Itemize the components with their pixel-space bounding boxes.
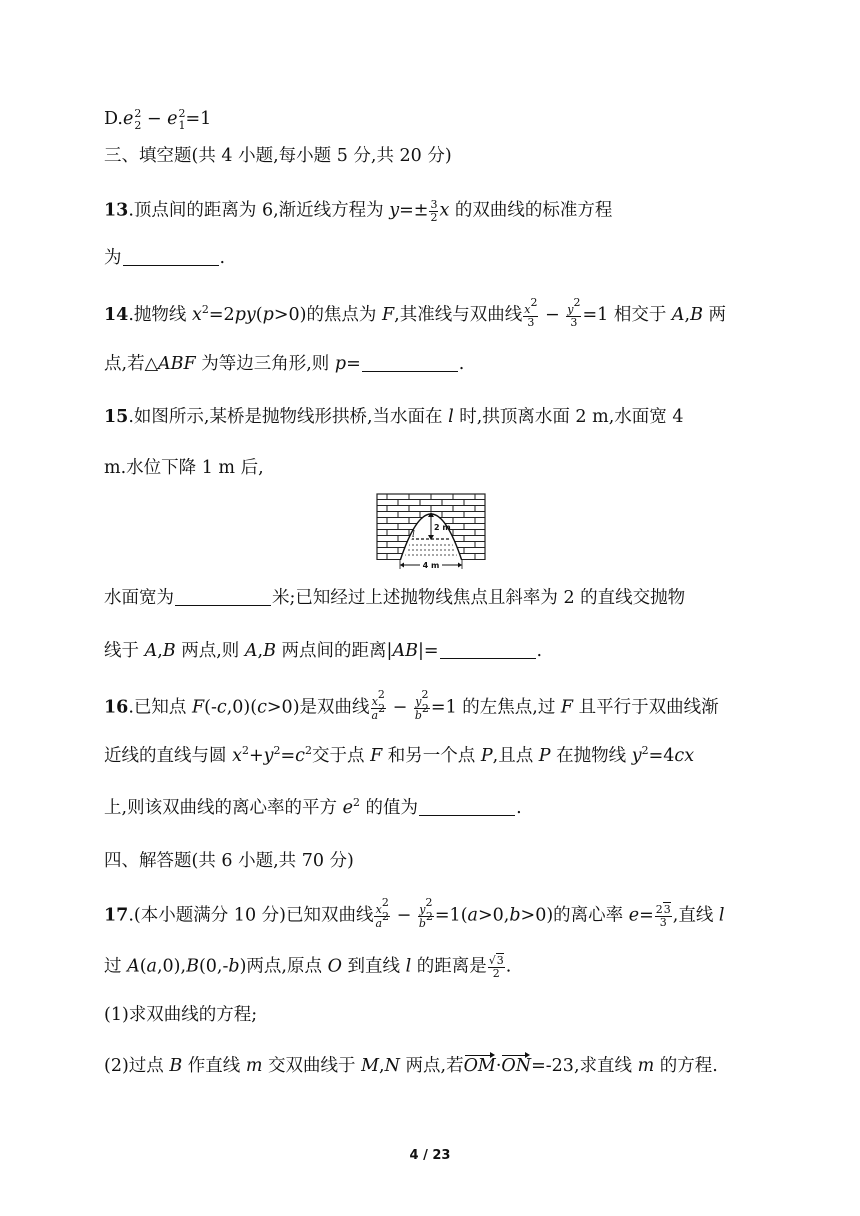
option-d: D.e 2 2 − e 2 1 =1 <box>104 107 212 132</box>
arch-bridge-figure <box>376 493 486 571</box>
question-17-part-2: (2)过点 B 作直线 m 交双曲线于 M,N 两点,若OM·ON=-23,求直线 m 的方程. <box>104 1056 718 1076</box>
page-number: 4 / 23 <box>409 1148 451 1163</box>
question-15-line-3: 水面宽为 米;已知经过上述抛物线焦点且斜率为 2 的直线交抛物 <box>104 588 686 608</box>
question-14-line-2: 点,若△ABF 为等边三角形,则 p= . <box>104 354 465 374</box>
question-17-line-1: 17.(本小题满分 10 分)已知双曲线 $\frac{x^2}{a^2}$ − $\frac{y^2}{b^2}$ =1(a>0,b>0)的离心率 e= $\frac{23}{3}$ ,直线 l <box>104 896 725 930</box>
question-17-part-1: (1)求双曲线的方程; <box>104 1005 258 1025</box>
question-15-line-1: 15.如图所示,某桥是抛物线形拱桥,当水面在 l 时,拱顶离水面 2 m,水面宽 4 <box>104 407 684 427</box>
answer-blank-15a[interactable] <box>175 605 271 606</box>
answer-blank-16[interactable] <box>419 815 515 816</box>
section-fill-in-heading: 三、填空题(共 4 小题,每小题 5 分,共 20 分) <box>104 146 452 166</box>
question-13-line-1: 13.顶点间的距离为 6,渐近线方程为 y=± $\frac{3}{2}$ x 的双曲线的标准方程 <box>104 198 613 224</box>
answer-blank-14[interactable] <box>362 371 458 372</box>
label-2m: 2 m <box>434 523 451 532</box>
answer-blank-15b[interactable] <box>440 658 536 659</box>
question-16-line-2: 近线的直线与圆 $x^2+y^2=c^2$交于点 F 和另一个点 P,且点 P 在抛物线 $y^2=4cx$ <box>104 744 695 766</box>
question-15-line-4: 线于 A,B 两点,则 A,B 两点间的距离|AB|= . <box>104 641 543 661</box>
question-13-line-2: 为 . <box>104 248 226 268</box>
label-4m: 4 m <box>422 561 440 570</box>
question-16-line-3: 上,则该双曲线的离心率的平方 $e^2$ 的值为 . <box>104 796 522 818</box>
label-l: l <box>412 530 415 540</box>
question-14-line-1: 14.抛物线 $x^2=2py(p>0)$的焦点为 F,其准线与双曲线 $\frac{x^2}{3}$ − $\frac{y^2}{3}$ =1 相交于 A,B 两 <box>104 296 727 329</box>
question-15-line-2: m.水位下降 1 m 后, <box>104 458 264 478</box>
section-answer-heading: 四、解答题(共 6 小题,共 70 分) <box>104 851 354 871</box>
question-17-line-2: 过 A(a,0),B(0,-b)两点,原点 O 到直线 l 的距离是 $\frac{√3}{2}$ . <box>104 954 512 980</box>
answer-blank-13[interactable] <box>123 265 219 266</box>
question-16-line-1: 16.已知点 F(-c,0)(c>0)是双曲线 $\frac{x^2}{a^2}$ − $\frac{y^2}{b^2}$ =1 的左焦点,过 F 且平行于双曲线渐 <box>104 688 719 722</box>
